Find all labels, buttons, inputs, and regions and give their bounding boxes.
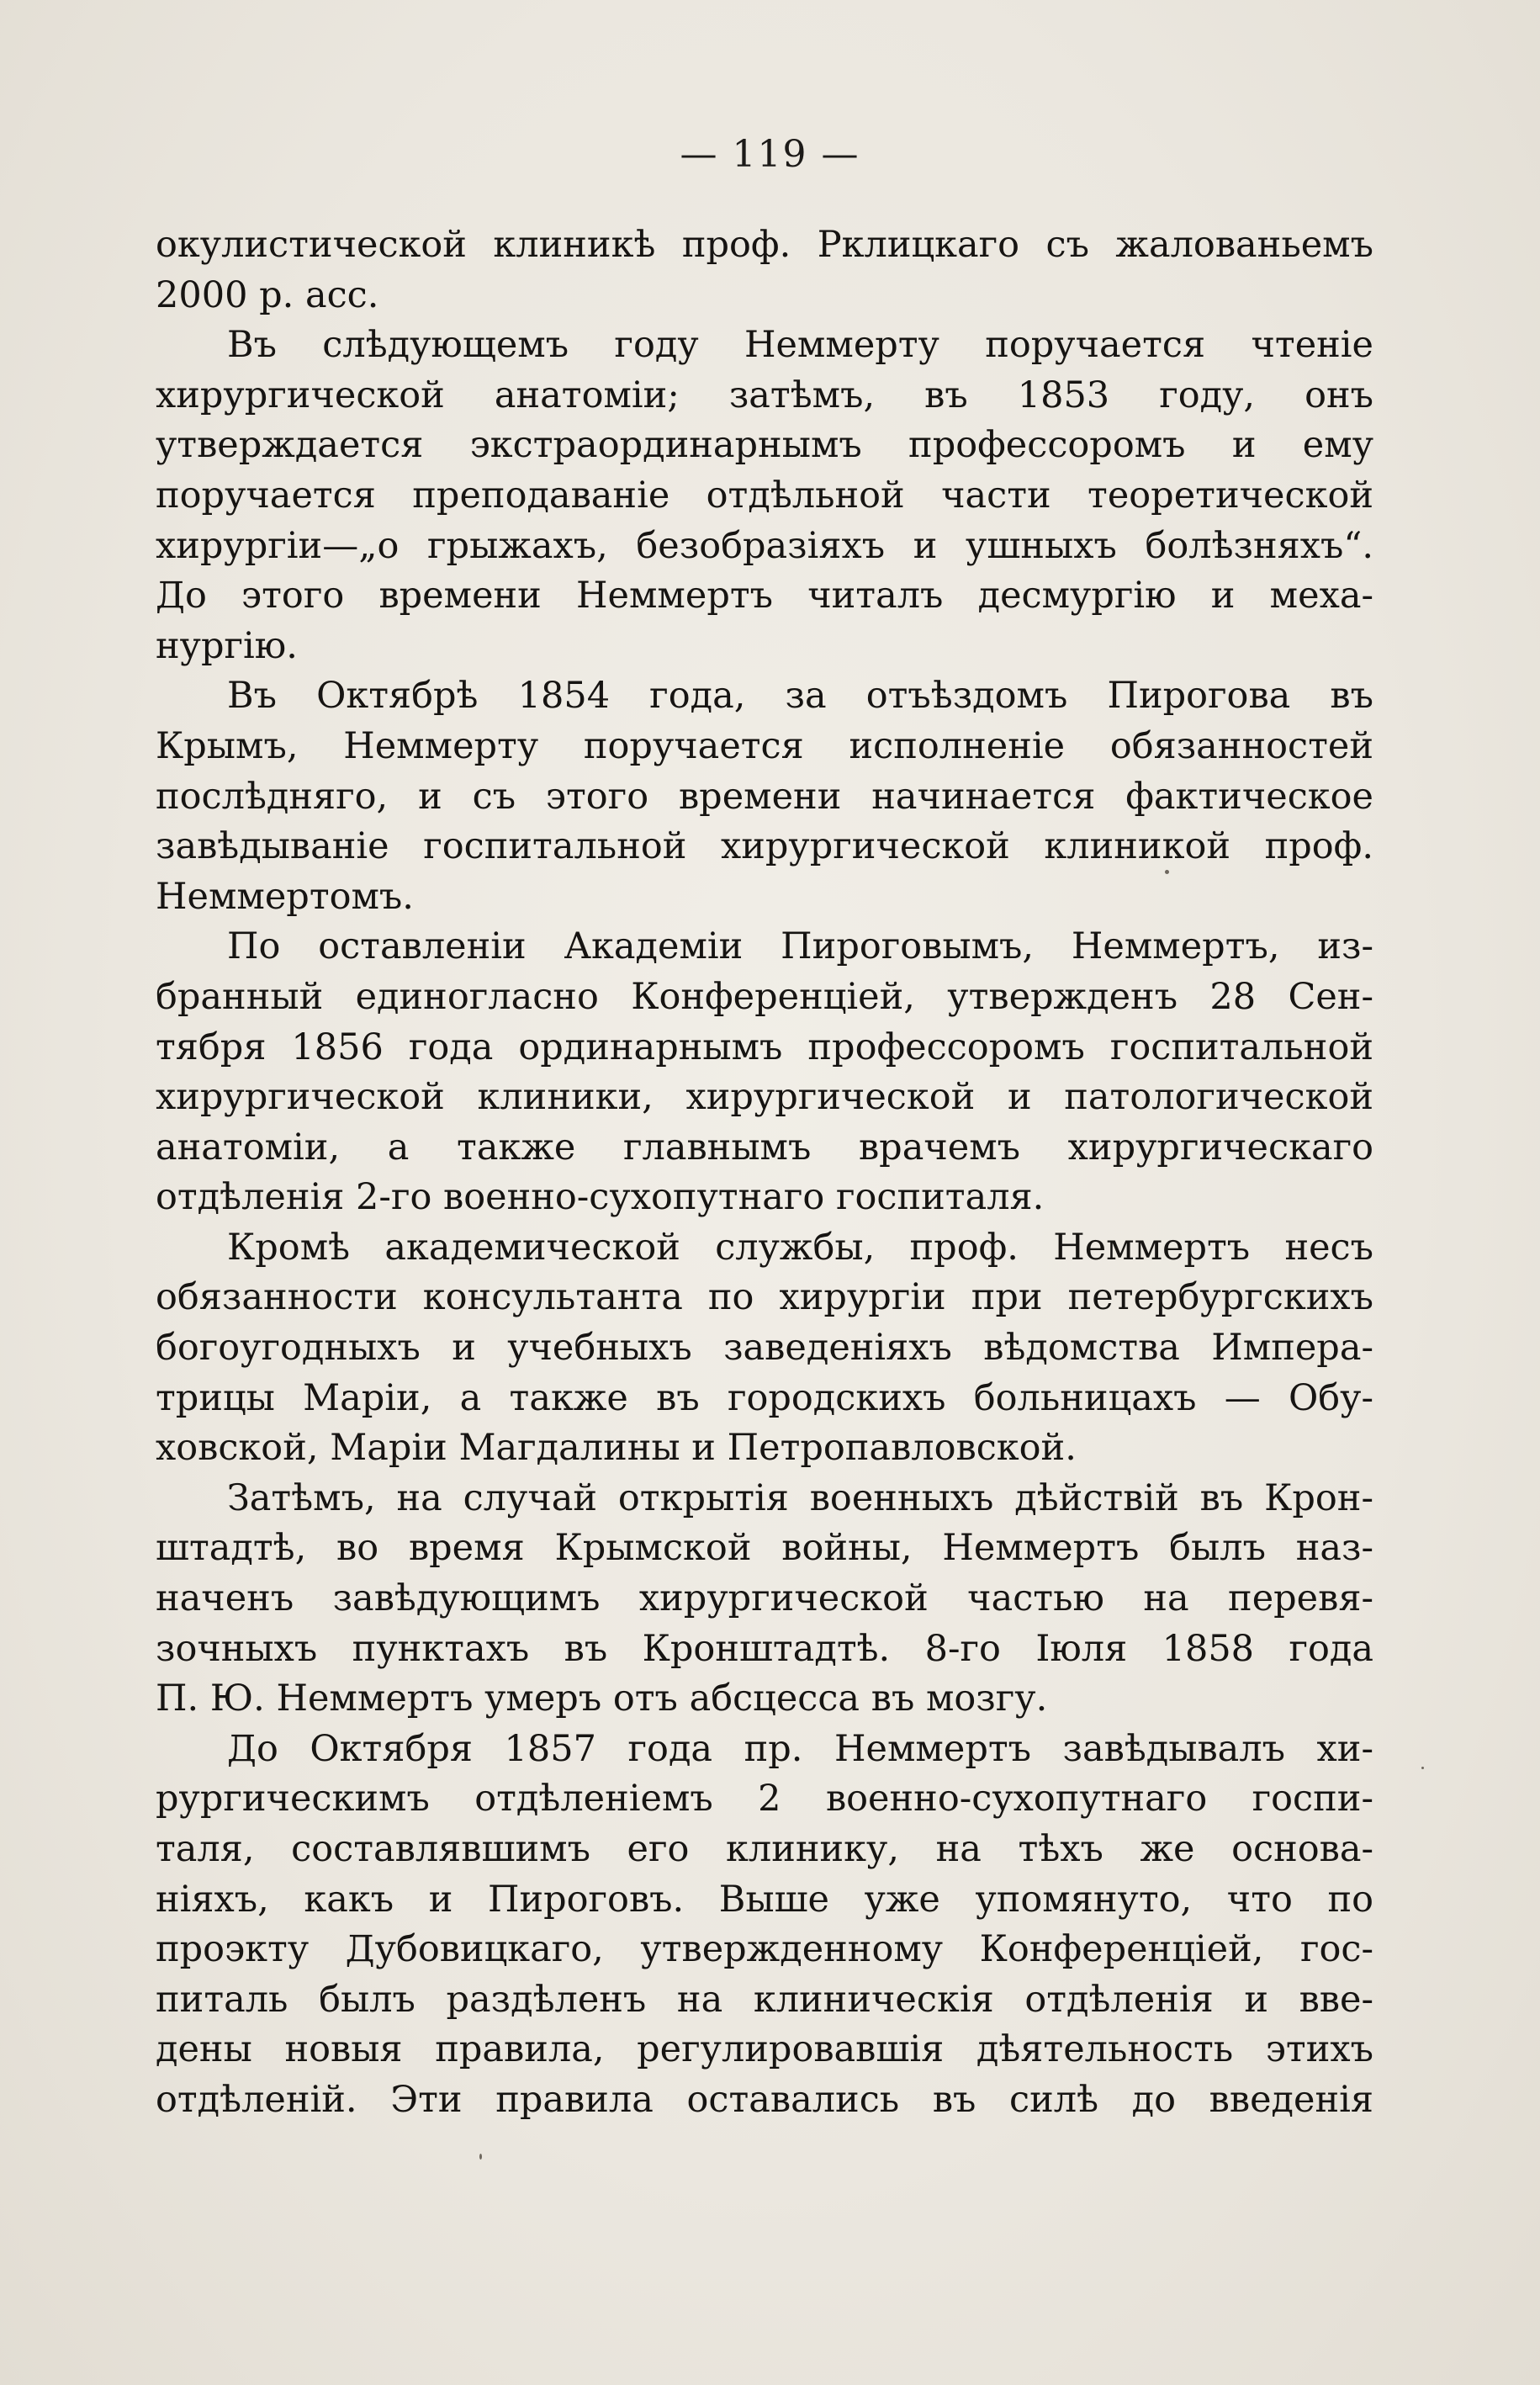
text-line: хирургической клиники, хирургической и патологической [156,1076,1373,1119]
text-line: отдѣленія 2-го военно-сухопутнаго госпиталя. [156,1176,1045,1219]
text-line: послѣдняго, и съ этого времени начинается фактическое [156,775,1373,818]
text-line: хирургической анатоміи; затѣмъ, въ 1853 году, онъ [156,374,1373,416]
text-line: обязанности консультанта по хирургіи при петербургскихъ [156,1276,1373,1319]
text-line: Крымъ, Неммерту поручается исполненіе обязанностей [156,724,1373,767]
text-line: ховской, Маріи Магдалины и Петропавловской. [156,1427,1077,1470]
page-number: — 119 — [680,133,860,176]
text-line: отдѣленій. Эти правила оставались въ силѣ до введенія [156,2078,1373,2121]
text-line: хирургіи—„о грыжахъ, безобразіяхъ и ушныхъ болѣзняхъ“. [156,524,1373,567]
text-line: трицы Маріи, а также въ городскихъ больницахъ — Обу- [156,1376,1373,1419]
text-line: 2000 р. асс. [156,273,379,316]
text-line: проэкту Дубовицкаго, утвержденному Конференціей, гос- [156,1928,1373,1971]
text-line: питаль былъ раздѣленъ на клиническія отдѣленія и вве- [156,1978,1373,2021]
text-line: Въ слѣдующемъ году Неммерту поручается чтеніе [227,324,1373,367]
text-line: окулистической клиникѣ проф. Рклицкаго съ жалованьемъ [156,224,1373,266]
text-line: таля, составлявшимъ его клинику, на тѣхъ же основа- [156,1828,1373,1870]
text-line: нургію. [156,624,298,667]
text-line: По оставленіи Академіи Пироговымъ, Неммертъ, из- [227,925,1373,968]
text-line: дены новыя правила, регулировавшія дѣятельность этихъ [156,2028,1373,2071]
text-line: завѣдываніе госпитальной хирургической клиникой проф. [156,825,1373,868]
text-line: Кромѣ академической службы, проф. Неммертъ несъ [227,1226,1373,1269]
text-line: До этого времени Неммертъ читалъ десмургію и меха- [156,575,1373,617]
text-line: наченъ завѣдующимъ хирургической частью на перевя- [156,1577,1373,1620]
text-line: рургическимъ отдѣленіемъ 2 военно-сухопутнаго госпи- [156,1778,1373,1821]
text-line: Затѣмъ, на случай открытія военныхъ дѣйствій въ Крон- [227,1476,1373,1519]
text-line: П. Ю. Неммертъ умеръ отъ абсцесса въ мозгу. [156,1677,1048,1720]
text-line: ніяхъ, какъ и Пироговъ. Выше уже упомянуто, что по [156,1878,1373,1921]
text-line: штадтѣ, во время Крымской войны, Неммертъ былъ наз- [156,1527,1373,1570]
text-line: анатоміи, а также главнымъ врачемъ хирургическаго [156,1126,1373,1169]
body-text [156,220,1373,2126]
text-line: До Октября 1857 года пр. Неммертъ завѣдывалъ хи- [227,1727,1373,1770]
text-line: тября 1856 года ординарнымъ профессоромъ госпитальной [156,1026,1373,1068]
text-line: утверждается экстраординарнымъ профессоромъ и ему [156,424,1373,467]
text-line: поручается преподаваніе отдѣльной части теоретической [156,474,1373,517]
text-line: бранный единогласно Конференціей, утвержденъ 28 Сен- [156,975,1373,1018]
text-line: богоугодныхъ и учебныхъ заведеніяхъ вѣдомства Импера- [156,1327,1373,1370]
text-line: Неммертомъ. [156,875,414,918]
text-line: Въ Октябрѣ 1854 года, за отъѣздомъ Пирогова въ [227,675,1373,718]
text-line: зочныхъ пунктахъ въ Кронштадтѣ. 8-го Іюля 1858 года [156,1627,1373,1670]
